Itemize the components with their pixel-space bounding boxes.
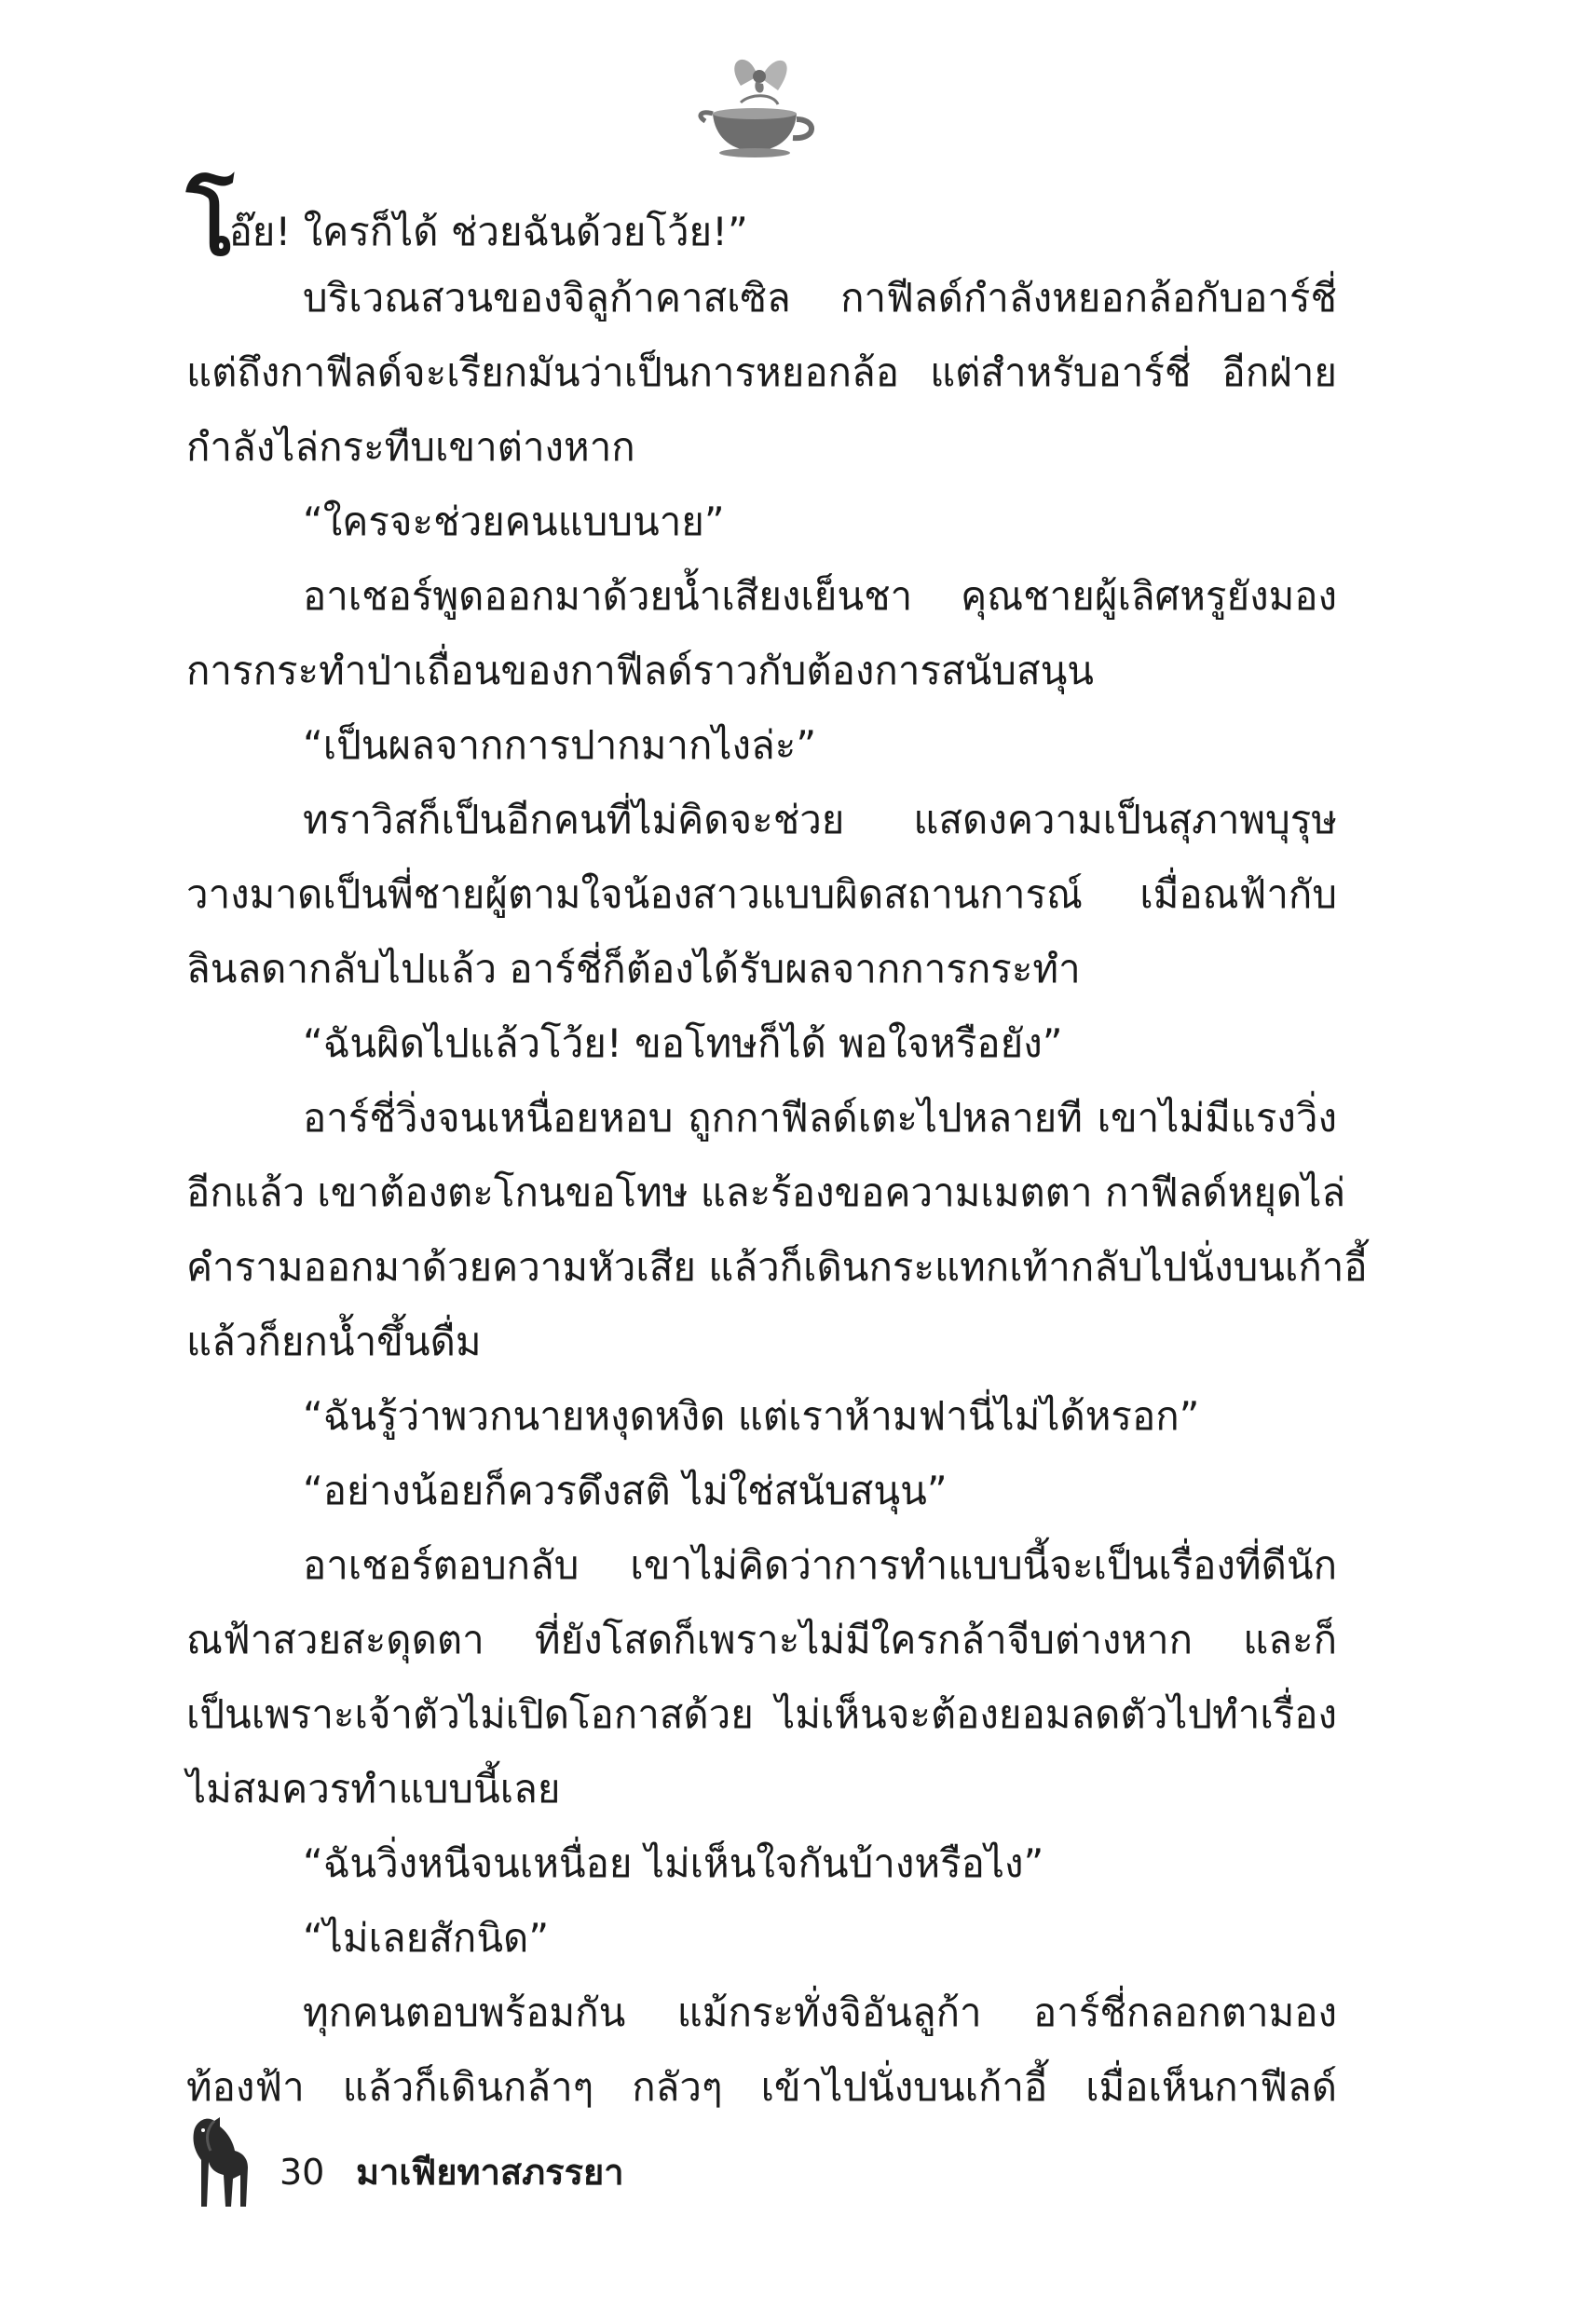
dialogue-line: “ฉันรู้ว่าพวกนายหงุดหงิด แต่เราห้ามฟานี่ไม่ได้หรอก”: [303, 1393, 1200, 1439]
paragraph-line: แต่ถึงกาฟีลด์จะเรียกมันว่าเป็นการหยอกล้อ แต่สำหรับอาร์ชี่ อีกฝ่าย: [186, 349, 1337, 395]
dialogue-line: “เป็นผลจากการปากมากไงล่ะ”: [303, 722, 817, 768]
paragraph-line: ณฟ้าสวยสะดุดตา ที่ยังโสดก็เพราะไม่มีใครกล้าจีบต่างหาก และก็: [186, 1617, 1337, 1662]
paragraph-line: คำรามออกมาด้วยความหัวเสีย แล้วก็เดินกระแทกเท้ากลับไปนั่งบนเก้าอี้: [186, 1244, 1368, 1290]
book-title: มาเฟียทาสภรรยา: [356, 2152, 624, 2193]
paragraph-line: อาเชอร์พูดออกมาด้วยน้ำเสียงเย็นชา คุณชายผู้เลิศหรูยังมอง: [303, 573, 1337, 619]
drop-cap: โ: [186, 171, 229, 276]
paragraph-line: วางมาดเป็นพี่ชายผู้ตามใจน้องสาวแบบผิดสถานการณ์ เมื่อณฟ้ากับ: [186, 871, 1337, 917]
horse-icon: [186, 2113, 256, 2211]
page-number: 30: [280, 2152, 325, 2193]
dialogue-line: “ฉันวิ่งหนีจนเหนื่อย ไม่เห็นใจกันบ้างหรือไง”: [303, 1840, 1044, 1886]
paragraph-line: ทราวิสก็เป็นอีกคนที่ไม่คิดจะช่วย แสดงความเป็นสุภาพบุรุษ: [303, 797, 1337, 842]
paragraph-line: อาเชอร์ตอบกลับ เขาไม่คิดว่าการทำแบบนี้จะเป็นเรื่องที่ดีนัก: [303, 1542, 1337, 1588]
paragraph-line: บริเวณสวนของจิลูก้าคาสเซิล กาฟีลด์กำลังหยอกล้อกับอาร์ชี่: [303, 275, 1337, 321]
paragraph-line: โอ๊ย! ใครก็ได้ ช่วยฉันด้วยโว้ย!”: [186, 171, 748, 276]
paragraph-line: อีกแล้ว เขาต้องตะโกนขอโทษ และร้องขอความเมตตา กาฟีลด์หยุดไล่: [186, 1169, 1346, 1215]
paragraph-line: ไม่สมควรทำแบบนี้เลย: [186, 1766, 561, 1812]
paragraph-line: เป็นเพราะเจ้าตัวไม่เปิดโอกาสด้วย ไม่เห็นจะต้องยอมลดตัวไปทำเรื่อง: [186, 1691, 1337, 1737]
dialogue-line: “อย่างน้อยก็ควรดึงสติ ไม่ใช่สนับสนุน”: [303, 1468, 948, 1513]
paragraph-line: กำลังไล่กระทืบเขาต่างหาก: [186, 424, 635, 470]
paragraph-line: อาร์ชี่วิ่งจนเหนื่อยหอบ ถูกกาฟีลด์เตะไปหลายที เขาไม่มีแรงวิ่ง: [303, 1095, 1337, 1141]
dialogue-line: “ฉันผิดไปแล้วโว้ย! ขอโทษก็ได้ พอใจหรือยัง”: [303, 1020, 1063, 1066]
paragraph-line: ทุกคนตอบพร้อมกัน แม้กระทั่งจิอันลูก้า อาร์ชี่กลอกตามอง: [303, 1990, 1337, 2035]
dialogue-line: “ไม่เลยสักนิด”: [303, 1915, 550, 1961]
page-footer: [186, 2113, 839, 2216]
paragraph-line: การกระทำป่าเถื่อนของกาฟีลด์ราวกับต้องการสนับสนุน: [186, 648, 1095, 693]
paragraph-line: แล้วก็ยกน้ำขึ้นดื่ม: [186, 1319, 482, 1364]
fairy-teacup-icon: [685, 48, 825, 160]
dialogue-line: “ใครจะช่วยคนแบบนาย”: [303, 499, 725, 544]
paragraph-line: ท้องฟ้า แล้วก็เดินกล้าๆ กลัวๆ เข้าไปนั่งบนเก้าอี้ เมื่อเห็นกาฟีลด์: [186, 2064, 1337, 2110]
paragraph-line: ลินลดากลับไปแล้ว อาร์ชี่ก็ต้องได้รับผลจากการกระทำ: [186, 946, 1081, 991]
